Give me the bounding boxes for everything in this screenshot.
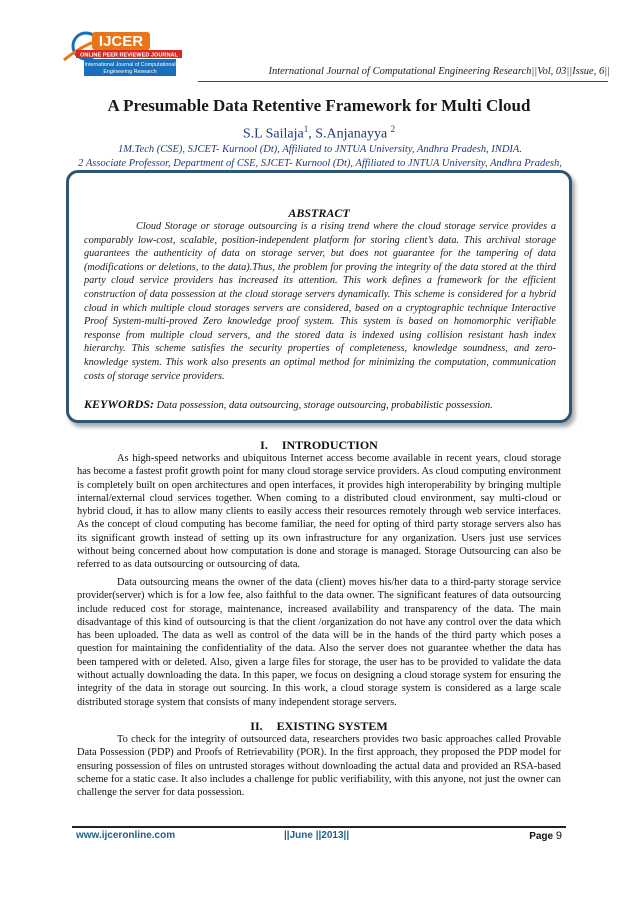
affiliation-2: 2 Associate Professor, Department of CSE, SJCET- Kurnool (Dt), Affiliated to JNTUA University, Andhra Pradesh, — [78, 158, 562, 169]
author-2-sup: 2 — [390, 124, 396, 134]
logo-subtitle-line2: Engineering Research — [103, 69, 157, 75]
section-number: I. — [260, 438, 268, 452]
page-footer — [76, 830, 562, 844]
paper-title: A Presumable Data Retentive Framework for Multi Cloud — [107, 96, 531, 115]
footer-website-link[interactable]: www.ijceronline.com — [76, 830, 176, 841]
abstract-heading: ABSTRACT — [288, 206, 350, 220]
logo-subtitle-line1: International Journal of Computational — [84, 62, 176, 68]
section-title: INTRODUCTION — [281, 438, 378, 452]
ijcer-logo-graphic — [58, 30, 190, 80]
footer-divider — [72, 826, 566, 828]
section-number: II. — [250, 719, 263, 733]
section-heading-existing-system — [0, 719, 638, 734]
author-1-sup: 1 — [303, 124, 309, 134]
section-title: EXISTING SYSTEM — [276, 719, 388, 733]
author-2: S.Anjanayya — [315, 126, 391, 142]
journal-header-title: International Journal of Computational Engineering Research||Vol, 03||Issue, 6|| — [268, 66, 610, 77]
logo-ribbon: ONLINE PEER REVIEWED JOURNAL — [80, 52, 178, 59]
footer-date: ||June ||2013|| — [284, 830, 350, 841]
section-heading-introduction — [0, 438, 638, 453]
keywords-line — [84, 397, 564, 412]
author-line — [0, 124, 638, 143]
page-number: 9 — [555, 830, 562, 842]
journal-logo — [58, 30, 190, 80]
keywords-text: Data possession, data outsourcing, storage outsourcing, probabilistic possession. — [154, 400, 493, 411]
paragraph: As high-speed networks and ubiquitous Internet access become available in recent years, cloud storage has become a fastest profit growth point for many cloud storage service providers. As cloud computing environment is completely built on open architectures and open interfaces, it provides high interoperability by bringing multiple internal/external cloud services together. When coming to a distributed cloud environment, say multi-cloud or hybrid cloud, it has to allow many clients to easily access their resources remotely through web service interfaces. As the concept of cloud computing has become familiar, the need for opting of third party storage servers also has its significant growth instead of setting up its own infrastructure for any organization. Users just use services without being concerned about how computation is done and storage is managed. Storage Outsourcing can also be referred to as data outsourcing or outsourcing of data. — [77, 453, 561, 571]
paragraph: To check for the integrity of outsourced data, researchers provides two basic approaches called Provable Data Possession (PDP) and Proofs of Retrievability (POR). In the first approach, they proposed the PDP model for ensuring possession of files on untrusted storages without downloading the actual data and provided an RSA-based scheme for a static case. It also includes a challenge for public verifiability, with this anyone, not just the owner can challenge the server for data possession. — [77, 734, 561, 799]
author-separator: , — [308, 126, 316, 142]
affiliation-1: 1M.Tech (CSE), SJCET- Kurnool (Dt), Affiliated to JNTUA University, Andhra Pradesh, INDIA. — [118, 144, 522, 155]
keywords-label: KEYWORDS: — [84, 397, 155, 411]
logo-word: IJCER — [98, 33, 144, 50]
paragraph: Data outsourcing means the owner of the data (client) moves his/her data to a third-party storage service provider(server) which is for a low fee, also faithful to the data owner. The significant features of data outsourcing include reduced cost for storage, maintenance, increased availability and transparency of the data. The main disadvantage of this kind of outsourcing is that the client /organization do not have any control over the data which has been uploaded. The data as well as control of the data will be in the hands of the third party which poses a question for maintaining the confidentiality of the data. Also the server does not guarantee whether the data has been tampered with or deleted. Also, given a large files for storage, the user has to be provided to validate the data without actually downloading the data. In this paper, we focus on designing a cloud storage system for ensuring the integrity of the data in storage out sourcing. In this work, a cloud storage system is considered as a large scale distributed storage system that consists of many independent storage servers. — [77, 577, 561, 708]
abstract-text: Cloud Storage or storage outsourcing is a rising trend where the cloud storage service provides a comparably low-cost, scalable, position-independent platform for storing client’s data. This archival storage guarantees the authenticity of data on storage server, but does not guarantee for the tampering of data (modifications or deletions, to the data).Thus, the problem for proving the integrity of the data stored at the third party cloud service providers has increased its attention. This work defines a framework for the efficient construction of data possession at the cloud storage servers dynamically. This scheme is considered for a hybrid cloud in which multiple cloud storages servers are considered, based on a cryptographic technique Interactive Proof System-multi-proved Zero knowledge proof system. This system is based on homomorphic verifiable response from multiple cloud servers, and the stored data is indexed using collision resistant hash index hierarchy. This scheme satisfies the security properties of completeness, knowledge soundness, and zero-knowledge system. This work also presents an optimal method for minimizing the computation, communication costs of storage service providers. — [84, 221, 556, 382]
page-label: Page — [529, 831, 556, 842]
header-divider — [198, 81, 608, 82]
author-1: S.L Sailaja — [242, 126, 304, 142]
footer-page — [529, 830, 562, 842]
